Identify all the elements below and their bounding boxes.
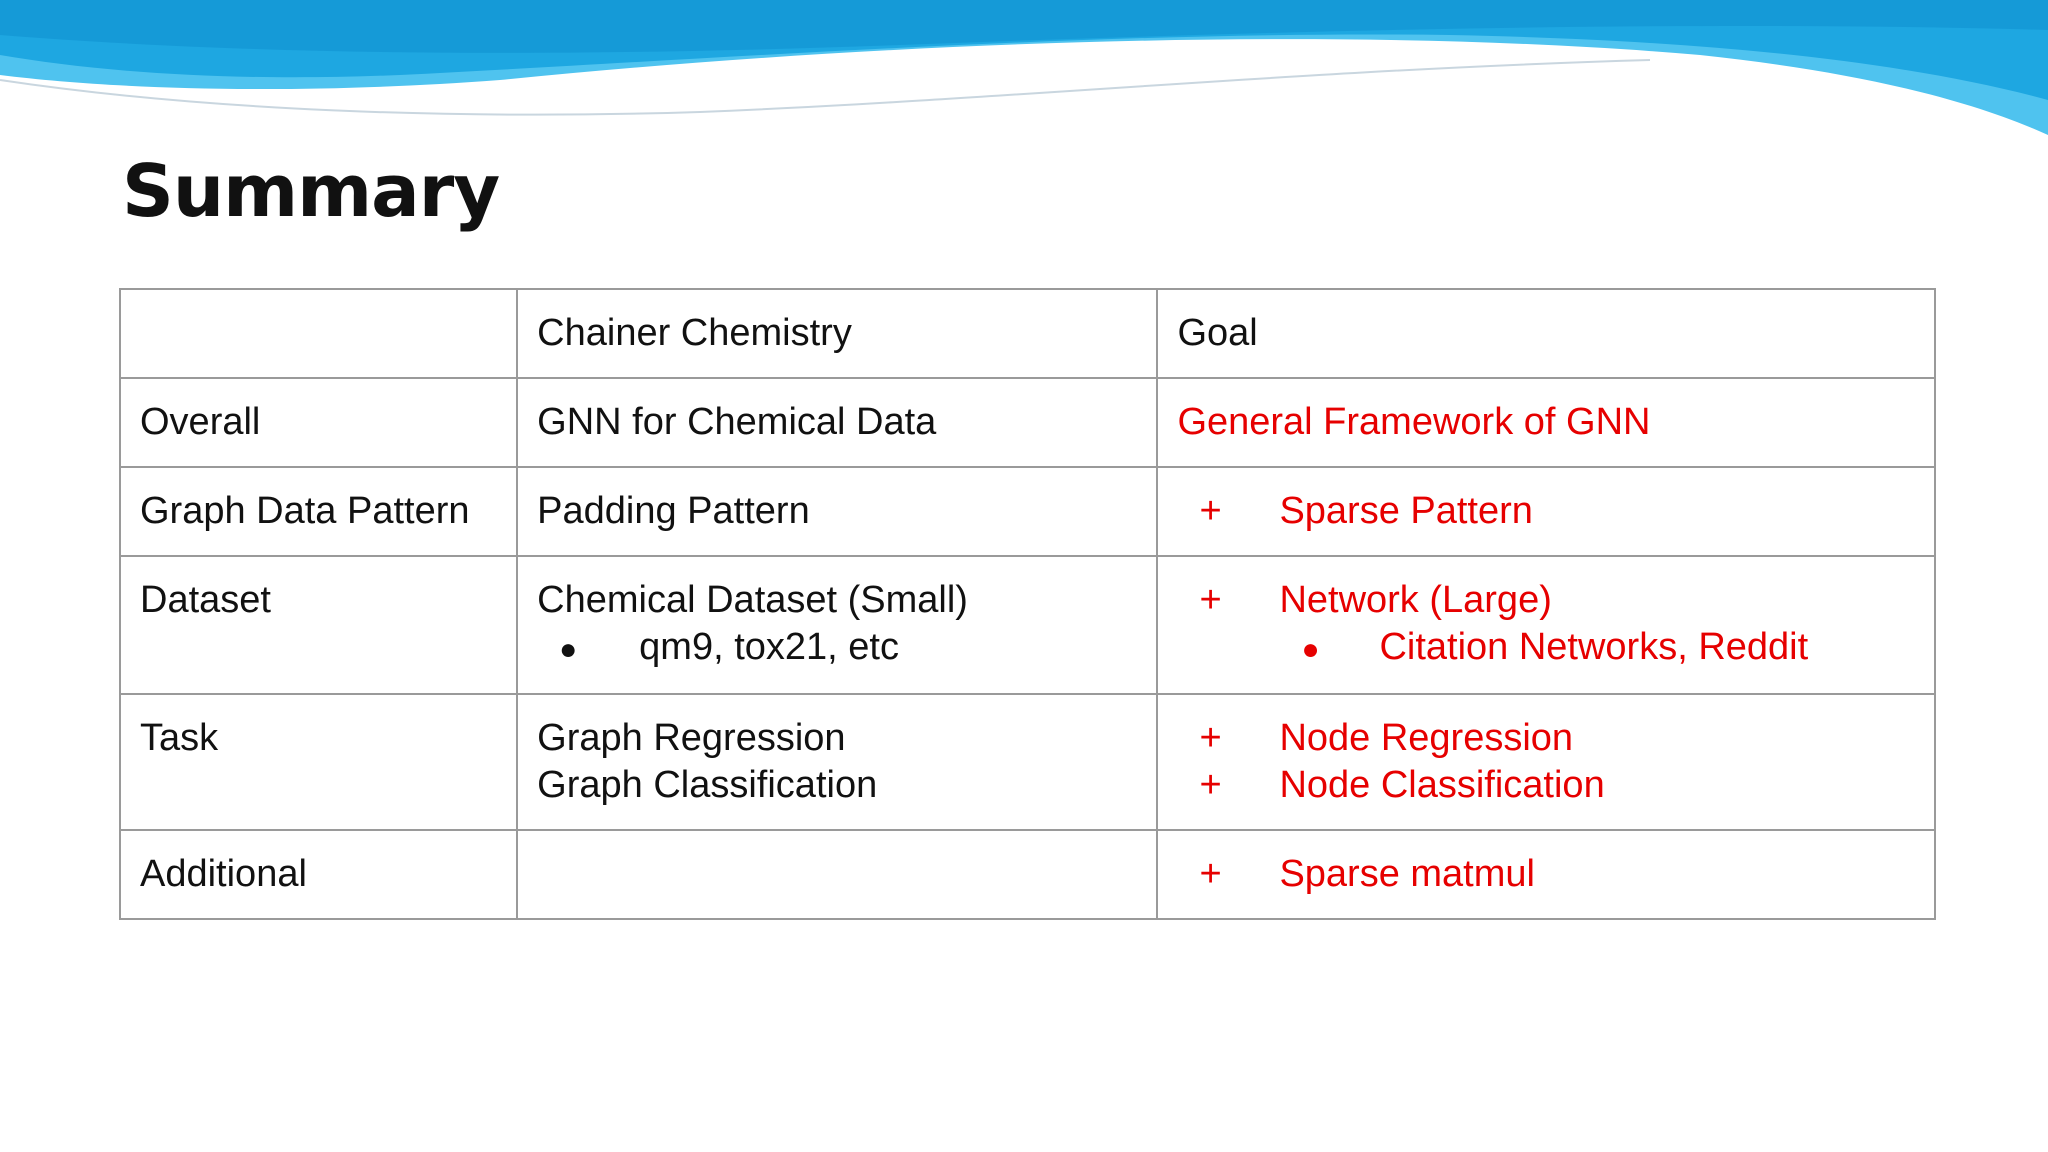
plus-list-item [1177, 851, 1915, 898]
cell-goal-dataset [1157, 556, 1935, 694]
header-cell-goal: Goal [1157, 289, 1935, 378]
plus-item-text: Network (Large) [1279, 579, 1552, 621]
table-row-dataset [120, 556, 1935, 694]
sub-bullet-list-item [1177, 624, 1915, 673]
cell-goal-graph-data-pattern [1157, 467, 1935, 556]
cell-chainer-graph-data-pattern [517, 467, 1157, 556]
table-row-task [120, 694, 1935, 830]
cell-goal-task [1157, 694, 1935, 830]
row-label-graph-data-pattern: Graph Data Pattern [120, 467, 517, 556]
cell-chainer-task [517, 694, 1157, 830]
table-row-graph-data-pattern [120, 467, 1935, 556]
row-label-overall: Overall [120, 378, 517, 467]
row-label-additional: Additional [120, 830, 517, 919]
plus-icon: + [1199, 579, 1222, 621]
header-cell-chainer-chemistry: Chainer Chemistry [517, 289, 1157, 378]
summary-table [119, 288, 1936, 920]
plus-list-item [1177, 577, 1915, 624]
plus-list-item [1177, 715, 1915, 762]
plus-item-text: Sparse Pattern [1279, 490, 1533, 532]
table-row-overall [120, 378, 1935, 467]
slide-title: Summary [122, 149, 500, 233]
plus-item-text: Node Classification [1279, 764, 1605, 806]
cell-text: Graph Classification [537, 764, 878, 806]
cell-goal-overall: General Framework of GNN [1157, 378, 1935, 467]
bullet-item-text: qm9, tox21, etc [639, 626, 899, 668]
plus-list-item [1177, 762, 1915, 809]
cell-text: Chemical Dataset (Small) [537, 579, 968, 621]
plus-icon: + [1199, 853, 1222, 895]
header-wave-decoration [0, 0, 2048, 150]
row-label-task: Task [120, 694, 517, 830]
bullet-icon: ● [559, 633, 578, 666]
row-label-dataset: Dataset [120, 556, 517, 694]
cell-goal-additional [1157, 830, 1935, 919]
plus-item-text: Sparse matmul [1279, 853, 1535, 895]
table-row-additional [120, 830, 1935, 919]
sub-bullet-text: Citation Networks, Reddit [1379, 626, 1809, 668]
cell-chainer-dataset [517, 556, 1157, 694]
plus-icon: + [1199, 764, 1222, 806]
table-header-row [120, 289, 1935, 378]
cell-text: Graph Regression [537, 717, 846, 759]
plus-icon: + [1199, 490, 1222, 532]
bullet-icon: ● [1301, 633, 1320, 666]
cell-text: Padding Pattern [537, 490, 810, 532]
cell-chainer-overall [517, 378, 1157, 467]
cell-chainer-additional [517, 830, 1157, 919]
plus-item-text: Node Regression [1279, 717, 1574, 759]
bullet-list-item [537, 624, 1137, 673]
header-cell-empty [120, 289, 517, 378]
plus-list-item [1177, 488, 1915, 535]
plus-icon: + [1199, 717, 1222, 759]
cell-text: GNN for Chemical Data [537, 401, 937, 443]
